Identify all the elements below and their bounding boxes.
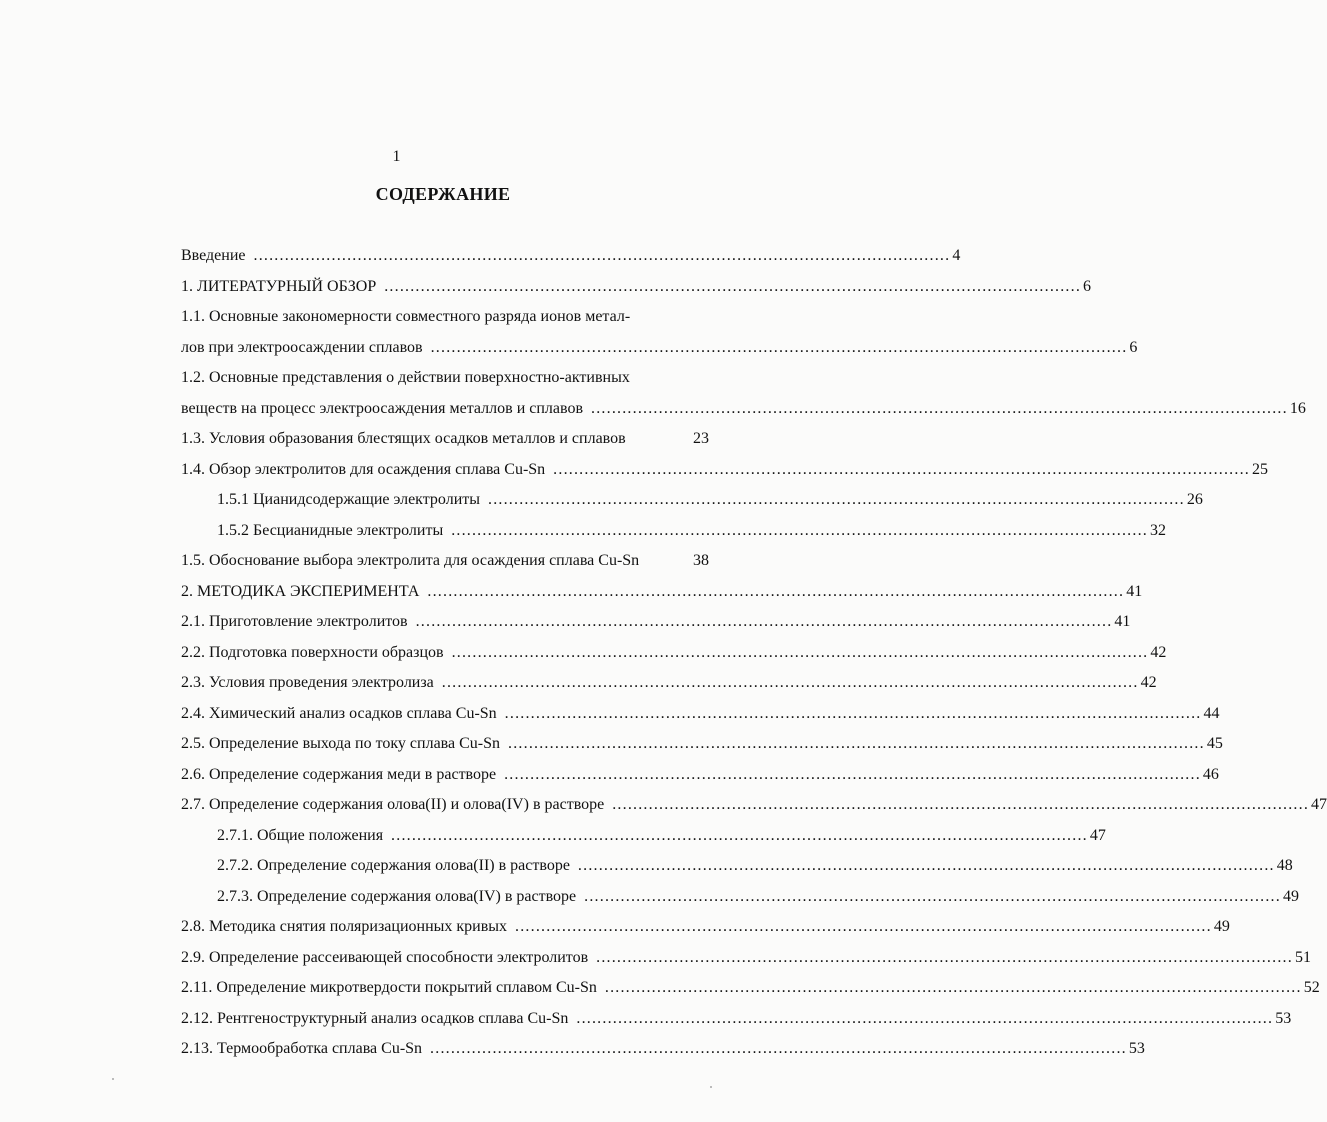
toc-entry-page: 49 <box>1282 887 1299 905</box>
dot-leader <box>254 242 951 270</box>
page-number: 1 <box>392 148 401 165</box>
toc-entry <box>181 639 1167 670</box>
toc-entry-label: 1.5.1 Цианидсодержащие электролиты <box>217 491 480 508</box>
toc-entry-page: 47 <box>1311 796 1327 813</box>
dot-leader <box>452 639 1149 667</box>
toc-entry-label: 1. ЛИТЕРАТУРНЫЙ ОБЗОР <box>181 277 377 295</box>
toc-entry <box>181 425 709 456</box>
toc-entry-page: 49 <box>1213 918 1230 935</box>
toc-entry <box>181 395 1306 426</box>
toc-entry-label: 2.7.2. Определение содержания олова(II) в растворе <box>217 857 570 874</box>
toc-entry <box>181 456 1268 487</box>
dot-leader <box>596 944 1293 972</box>
toc-entry-page: 46 <box>1202 765 1219 783</box>
toc-entry-label: 2.6. Определение содержания меди в растворе <box>181 765 497 783</box>
toc-entry-page: 51 <box>1294 948 1311 966</box>
dot-leader <box>612 791 1309 819</box>
toc-entry-label: 1.4. Обзор электролитов для осаждения сплава Cu-Sn <box>181 460 546 478</box>
toc-entry-label: Введение <box>181 247 246 264</box>
toc-entry-page: 44 <box>1203 704 1220 722</box>
toc-entry <box>181 883 1299 914</box>
dot-leader <box>416 608 1113 636</box>
toc-entry-label: 2.5. Определение выхода по току сплава Cu-Sn <box>181 735 501 752</box>
dot-leader <box>451 517 1148 545</box>
toc-entry-page: 25 <box>1251 460 1268 478</box>
toc-entry-page: 23 <box>693 430 709 447</box>
toc-entry <box>181 273 1092 304</box>
toc-entry-page: 47 <box>1089 826 1106 844</box>
toc-entry-label: 1.1. Основные закономерности совместного разряда ионов метал- <box>181 308 631 325</box>
toc-entry <box>181 730 1223 761</box>
dot-leader <box>576 1005 1273 1033</box>
toc-entry-label: веществ на процесс электроосаждения металлов и сплавов <box>181 399 584 417</box>
toc-entry <box>181 669 1157 700</box>
toc-entry-label: 2.2. Подготовка поверхности образцов <box>181 643 444 661</box>
dot-leader <box>488 486 1185 514</box>
toc-entry <box>181 852 1293 883</box>
toc-entry-label: 1.3. Условия образования блестящих осадков металлов и сплавов <box>181 430 626 447</box>
dot-leader <box>515 913 1212 941</box>
toc-title: СОДЕРЖАНИЕ <box>375 184 511 204</box>
toc-entry <box>181 974 1320 1005</box>
dot-leader <box>591 395 1288 423</box>
toc-entry-label: 2.8. Методика снятия поляризационных кривых <box>181 918 508 935</box>
dot-leader <box>442 669 1139 697</box>
scan-speck <box>112 1078 114 1080</box>
toc-entry-label: 1.5.2 Бесцианидные электролиты <box>217 521 444 539</box>
toc-entry-label: 2.4. Химический анализ осадков сплава Cu-Sn <box>181 704 497 722</box>
toc-entry <box>181 364 709 395</box>
dot-leader <box>505 700 1202 728</box>
toc-entry-label: 2.7. Определение содержания олова(II) и олова(IV) в растворе <box>181 796 605 813</box>
dot-leader <box>553 456 1250 484</box>
toc-entry-page: 42 <box>1150 643 1167 661</box>
toc-entry-page: 6 <box>1129 338 1138 356</box>
toc-entry-label: 2.7.3. Определение содержания олова(IV) в растворе <box>217 887 577 905</box>
toc-entry-page: 32 <box>1150 521 1166 539</box>
toc-entry <box>181 700 1220 731</box>
toc-entry <box>181 761 1219 792</box>
toc-entry <box>181 486 1203 517</box>
dot-leader <box>578 852 1275 880</box>
toc-entry-label: 2.11. Определение микротвердости покрытий сплавом Cu-Sn <box>181 979 597 996</box>
dot-leader <box>384 273 1081 301</box>
toc-entry-page: 16 <box>1289 399 1306 417</box>
toc-entry <box>181 822 1106 853</box>
toc-entry-page: 38 <box>693 552 709 569</box>
toc-entry-page: 41 <box>1126 582 1143 600</box>
toc-entry-label: 2.13. Термообработка сплава Cu-Sn <box>181 1040 423 1057</box>
toc-entry-page: 4 <box>952 247 961 264</box>
toc-entry <box>181 944 1311 975</box>
dot-leader <box>391 822 1088 850</box>
toc-entry <box>181 791 1327 822</box>
toc-entry-page: 48 <box>1276 857 1293 874</box>
dot-leader <box>427 578 1124 606</box>
toc-entry-page: 53 <box>1128 1040 1145 1057</box>
dot-leader <box>430 1035 1127 1063</box>
toc-entry-page: 53 <box>1275 1009 1292 1027</box>
scan-speck <box>710 1086 712 1088</box>
toc-entry-page: 41 <box>1114 613 1131 630</box>
toc-entry-page: 42 <box>1140 674 1157 691</box>
toc-entry-label: 2. МЕТОДИКА ЭКСПЕРИМЕНТА <box>181 582 420 600</box>
toc-entry <box>181 517 1166 548</box>
toc-entry-page: 6 <box>1083 277 1092 295</box>
toc-entry <box>181 913 1230 944</box>
toc-entry-label: 2.12. Рентгеноструктурный анализ осадков сплава Cu-Sn <box>181 1009 569 1027</box>
toc-entry <box>181 578 1143 609</box>
dot-leader <box>508 730 1205 758</box>
toc-entry <box>181 608 1131 639</box>
toc-entry-label: 2.1. Приготовление электролитов <box>181 613 408 630</box>
toc-entry <box>181 547 709 578</box>
toc-entry-label: 2.7.1. Общие положения <box>217 826 384 844</box>
toc-entry-label: лов при электроосаждении сплавов <box>181 338 423 356</box>
toc-entry-label: 2.3. Условия проведения электролиза <box>181 674 434 691</box>
dot-leader <box>504 761 1201 789</box>
table-of-contents <box>181 242 1327 1066</box>
toc-entry <box>181 242 961 273</box>
toc-entry-label: 2.9. Определение рассеивающей способности электролитов <box>181 948 589 966</box>
dot-leader <box>584 883 1281 911</box>
toc-entry-label: 1.5. Обоснование выбора электролита для осаждения сплава Cu-Sn <box>181 552 640 569</box>
toc-entry-page: 26 <box>1186 491 1203 508</box>
toc-entry-page: 45 <box>1206 735 1223 752</box>
toc-entry <box>181 1005 1292 1036</box>
toc-entry-label: 1.2. Основные представления о действии поверхностно-активных <box>181 369 630 386</box>
toc-entry-page: 52 <box>1303 979 1320 996</box>
toc-entry <box>181 334 1138 365</box>
dot-leader <box>431 334 1128 362</box>
dot-leader <box>605 974 1302 1002</box>
toc-entry <box>181 303 709 334</box>
toc-entry <box>181 1035 1145 1066</box>
